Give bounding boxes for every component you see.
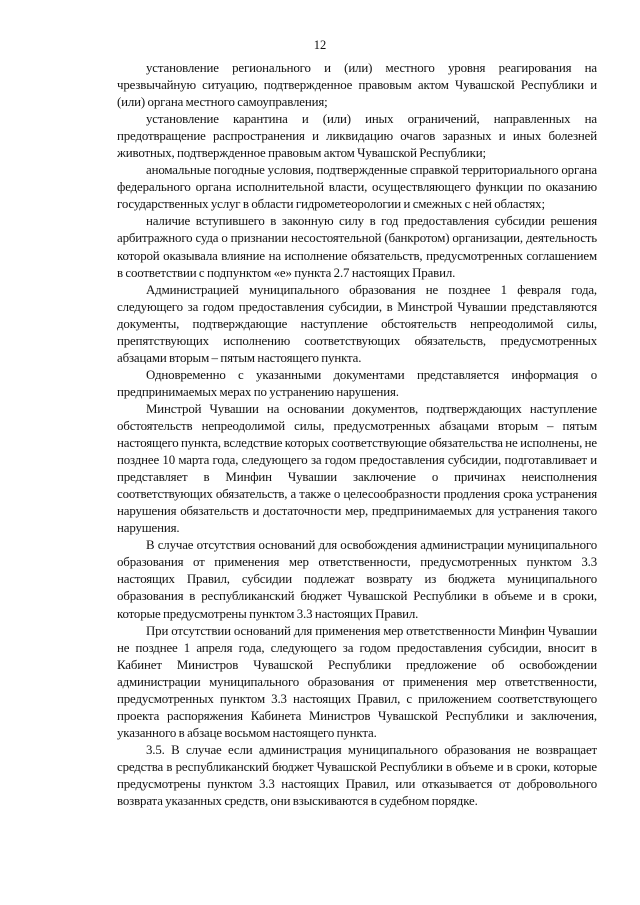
- paragraph-3: аномальные погодные условия, подтвержденные справкой территориального органа федерального органа исполнительной власти, осуществляющего функции по оказанию государственных услуг в области гидрометеорологии и смежных с ней областях;: [117, 163, 597, 212]
- paragraph-8: В случае отсутствия оснований для освобождения администрации муниципального образования от применения мер ответственности, предусмотренных пунктом 3.3 настоящих Правил, субсидии подлежат возврату из бюджета муниципального образования в республиканский бюджет Чувашской Республики в объеме и в сроки, которые предусмотрены пунктом 3.3 настоящих Правил.: [117, 538, 597, 621]
- paragraph-1: установление регионального и (или) местного уровня реагирования на чрезвычайную ситуацию, подтвержденное правовым актом Чувашской Республики и (или) органа местного самоуправления;: [117, 61, 597, 110]
- paragraph-4: наличие вступившего в законную силу в год предоставления субсидии решения арбитражного суда о признании несостоятельной (банкротом) организации, деятельность которой оказывала влияние на исполнение обязательств, предусмотренных соглашением в соответствии с подпунктом «е» пункта 2.7 настоящих Правил.: [117, 214, 597, 280]
- paragraph-7: Минстрой Чувашии на основании документов, подтверждающих наступление обстоятельств непреодолимой силы, предусмотренных абзацами вторым – пятым настоящего пункта, вследствие которых соответствующие обязательства не исполнены, не позднее 10 марта года, следующего за годом предоставления субсидии, подготавливает и представляет в Минфин Чувашии заключение о причинах неисполнения соответствующих обязательств, а также о целесообразности продления срока устранения нарушения обязательств и достаточности мер, предпринимаемых для устранения такого нарушения.: [117, 401, 597, 536]
- document-body: [117, 60, 597, 810]
- paragraph-10: 3.5. В случае если администрация муниципального образования не возвращает средства в республиканский бюджет Чувашской Республики в объеме и в сроки, которые предусмотрены пунктом 3.3 настоящих Правил, или отказывается от добровольного возврата указанных средств, они взыскиваются в судебном порядке.: [117, 742, 597, 809]
- page-number: 12: [313, 38, 327, 52]
- paragraph-2: установление карантина и (или) иных ограничений, направленных на предотвращение распространения и ликвидацию очагов заразных и иных болезней животных, подтвержденное правовым актом Чувашской Республики;: [117, 112, 597, 161]
- paragraph-6: Одновременно с указанными документами представляется информация о предпринимаемых мерах по устранению нарушения.: [117, 367, 597, 399]
- paragraph-5: Администрацией муниципального образования не позднее 1 февраля года, следующего за годом предоставления субсидии, в Минстрой Чувашии представляются документы, подтверждающие наступление обстоятельств непреодолимой силы, препятствующих исполнению соответствующих обязательств, предусмотренных абзацами вторым – пятым настоящего пункта.: [117, 282, 597, 365]
- paragraph-9: При отсутствии оснований для применения мер ответственности Минфин Чувашии не позднее 1 апреля года, следующего за годом предоставления субсидии, вносит в Кабинет Министров Чувашской Республики предложение об освобождении администрации муниципального образования от применения мер ответственности, предусмотренных пунктом 3.3 настоящих Правил, с приложением соответствующего проекта распоряжения Кабинета Министров Чувашской Республики и заключения, указанного в абзаце восьмом настоящего пункта.: [117, 623, 597, 740]
